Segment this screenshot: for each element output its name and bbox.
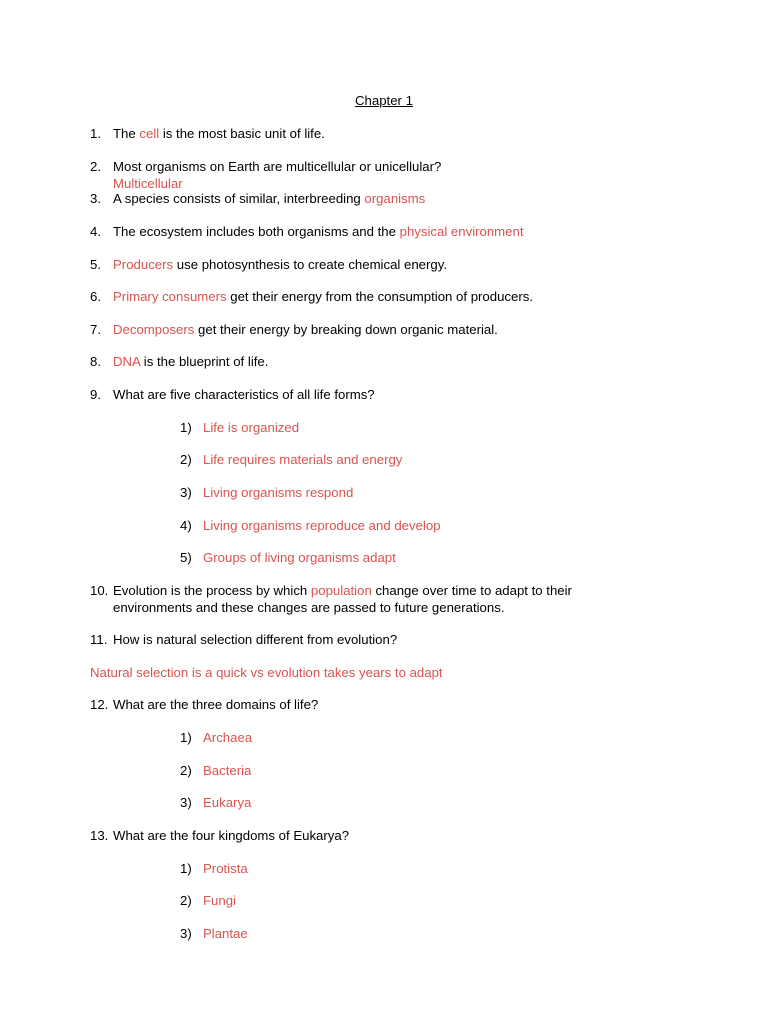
answer-list-item [180,485,353,502]
answer-list-item [180,550,396,567]
question-number: 12. [90,697,109,712]
answer-text: Multicellular [113,175,183,191]
question-text: get their energy from the consumption of producers. [226,289,533,304]
answer-list-item [180,452,402,469]
question-6 [90,289,630,306]
answer-text: Eukarya [203,795,252,810]
answer-list-item [180,795,251,812]
answer-text: Living organisms reproduce and develop [203,518,441,533]
question-12 [90,697,630,714]
answer-text: DNA [113,354,141,369]
question-7 [90,322,630,339]
question-10 [90,583,610,616]
question-2 [90,159,630,192]
question-text: get their energy by breaking down organic material. [194,322,498,337]
page-title: Chapter 1 [355,93,413,108]
question-number: 1. [90,126,101,141]
question-11 [90,632,630,649]
answer-number: 4) [180,518,192,533]
question-number: 13. [90,828,109,843]
question-number: 6. [90,289,101,304]
question-text: What are the four kingdoms of Eukarya? [113,828,350,843]
question-number: 4. [90,224,101,239]
answer-text: Natural selection is a quick vs evolution takes years to adapt [90,665,443,680]
answer-list-item [180,926,248,943]
answer-list-item [180,730,252,747]
question-5 [90,257,630,274]
answer-number: 3) [180,485,192,500]
question-1 [90,126,630,143]
answer-number: 1) [180,730,192,745]
answer-number: 1) [180,861,192,876]
answer-list-item [180,420,299,437]
answer-text: Bacteria [203,763,252,778]
question-text: Most organisms on Earth are multicellular or unicellular? [113,159,442,174]
answer-number: 3) [180,926,192,941]
answer-number: 3) [180,795,192,810]
question-13 [90,828,630,845]
answer-text: Life is organized [203,420,300,435]
answer-number: 2) [180,452,192,467]
question-number: 7. [90,322,101,337]
question-number: 2. [90,159,101,174]
answer-text: Decomposers [113,322,195,337]
question-number: 11. [90,632,108,647]
question-text: A species consists of similar, interbreeding [113,191,365,206]
question-text: Evolution is the process by which [113,583,311,598]
question-text: is the most basic unit of life. [159,126,325,141]
answer-text: Primary consumers [113,289,227,304]
answer-text: physical environment [399,224,524,239]
answer-list-item [180,518,441,535]
question-text: What are the three domains of life? [113,697,319,712]
answer-number: 2) [180,893,192,908]
question-4 [90,224,630,241]
answer-list-item [180,763,251,780]
answer-text: Fungi [203,893,236,908]
question-number: 10. [90,583,109,598]
question-text: What are five characteristics of all life forms? [113,387,375,402]
answer-text: organisms [364,191,426,206]
answer-text: Producers [113,257,174,272]
question-text: The ecosystem includes both organisms and the [113,224,400,239]
question-text: is the blueprint of life. [140,354,269,369]
question-9 [90,387,630,404]
question-3 [90,191,630,208]
answer-number: 2) [180,763,192,778]
question-text: change over time to adapt to their environments and these changes are passed to future generations. [113,583,572,615]
answer-text: Protista [203,861,248,876]
answer-text: cell [139,126,160,141]
answer-list-item [180,861,248,878]
answer-text: Plantae [203,926,248,941]
answer-text: Living organisms respond [203,485,354,500]
question-text: use photosynthesis to create chemical energy. [173,257,448,272]
answer-number: 5) [180,550,192,565]
question-number: 5. [90,257,101,272]
answer-list-item [180,893,236,910]
answer-text: Archaea [203,730,253,745]
answer-text: Groups of living organisms adapt [203,550,396,565]
question-8 [90,354,630,371]
answer-number: 1) [180,420,192,435]
question-text: The [113,126,140,141]
question-number: 9. [90,387,101,402]
question-number: 8. [90,354,101,369]
answer-text: Life requires materials and energy [203,452,403,467]
question-text: How is natural selection different from evolution? [113,632,398,647]
answer-text: population [310,583,372,598]
question-number: 3. [90,191,101,206]
